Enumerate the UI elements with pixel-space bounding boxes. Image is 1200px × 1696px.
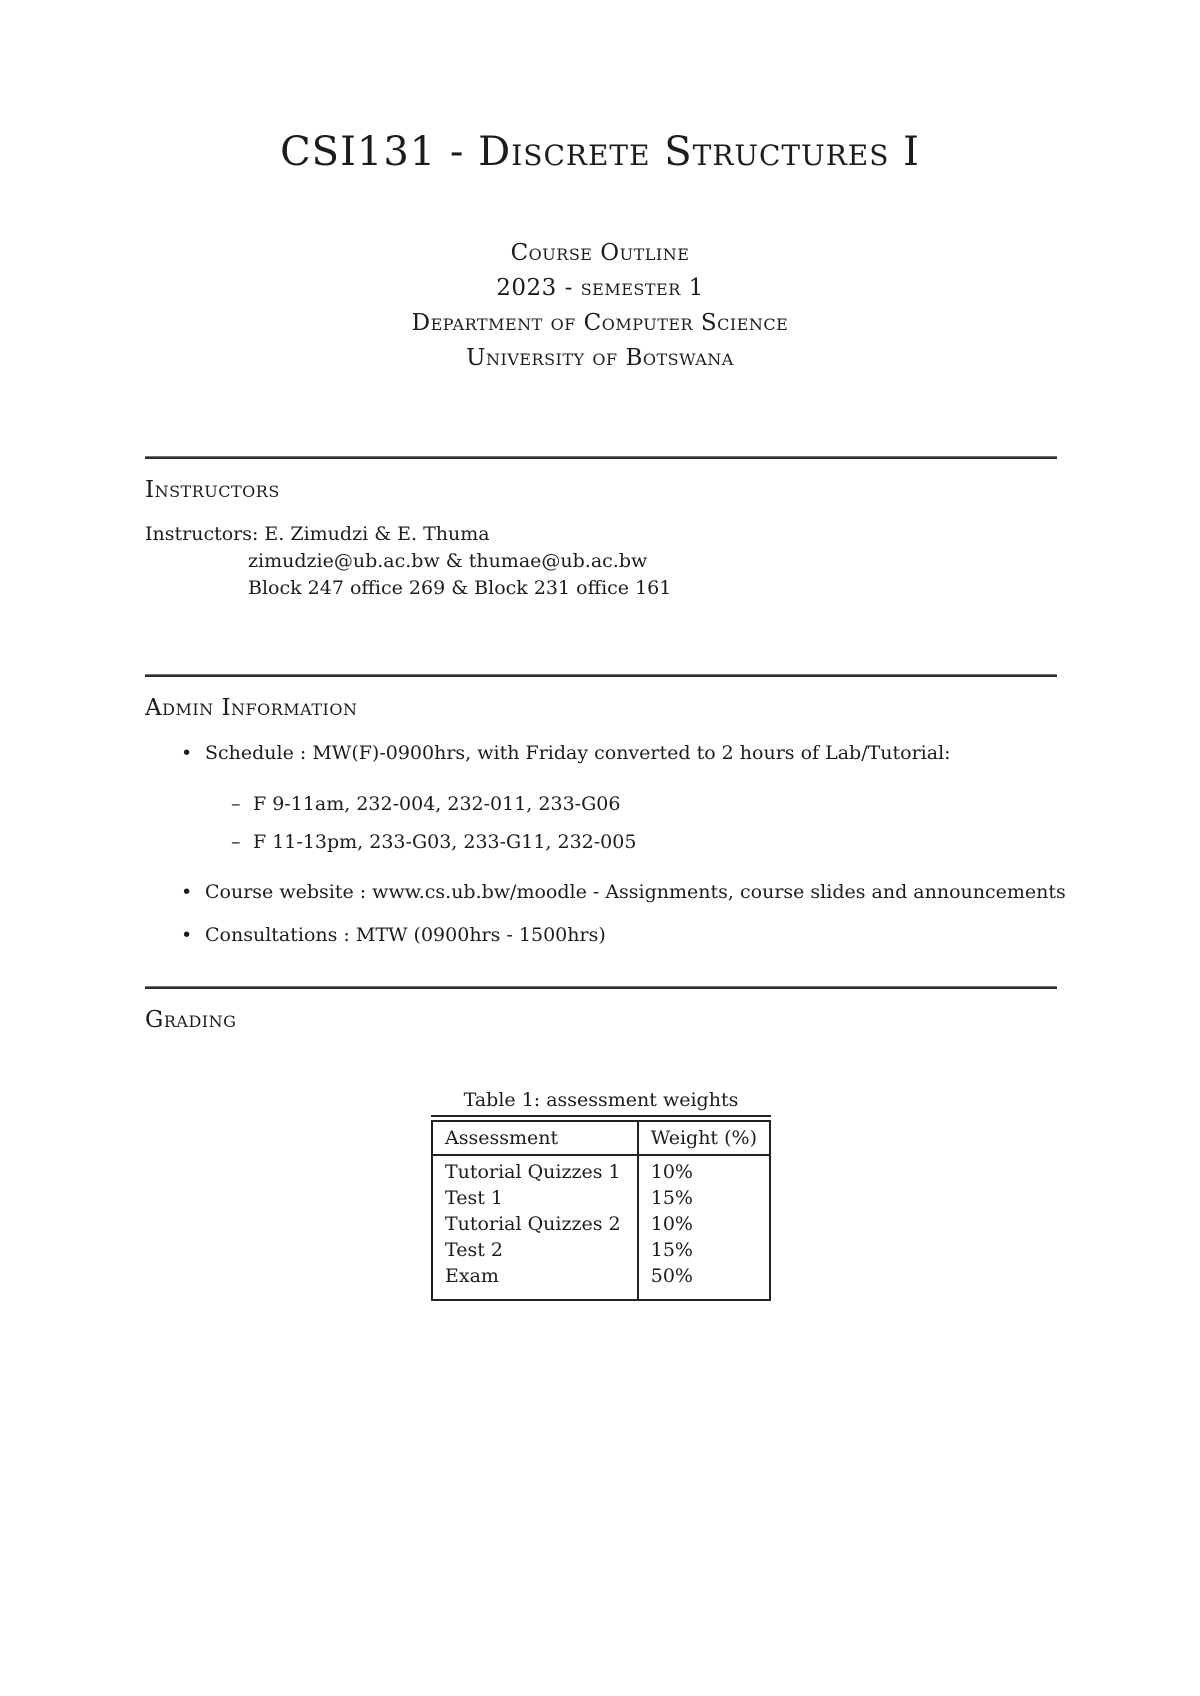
assessment-name: Test 1 <box>445 1187 503 1209</box>
instructors-offices: Block 247 office 269 & Block 231 office 161 <box>248 577 672 599</box>
website-text: Course website : www.cs.ub.bw/moodle - Assignments, course slides and announcements <box>205 881 1066 903</box>
list-item-schedule <box>145 740 1057 767</box>
section-divider <box>145 674 1057 677</box>
assessment-weight: 10% <box>638 1155 770 1185</box>
table-header-row <box>432 1121 770 1155</box>
assessment-weight: 15% <box>638 1237 770 1263</box>
assessment-weight: 15% <box>638 1185 770 1211</box>
section-heading-grading: Grading <box>145 1007 237 1033</box>
assessment-name: Tutorial Quizzes 1 <box>445 1161 621 1183</box>
list-item-lab-slot <box>145 791 1057 818</box>
dash-icon: – <box>231 831 241 853</box>
table-row <box>432 1263 770 1300</box>
bullet-icon: • <box>181 742 193 764</box>
lab-slot-text: F 9-11am, 232-004, 232-011, 233-G06 <box>253 793 621 815</box>
table-top-rule <box>431 1115 771 1117</box>
instructors-names: Instructors: E. Zimudzi & E. Thuma <box>145 523 490 545</box>
dash-icon: – <box>231 793 241 815</box>
admin-list <box>145 740 1066 949</box>
instructors-emails: zimudzie@ub.ac.bw & thumae@ub.ac.bw <box>248 550 648 572</box>
assessment-name: Test 2 <box>445 1239 503 1261</box>
assessment-table-block <box>431 1087 771 1301</box>
subtitle-department: Department of Computer Science <box>411 310 789 336</box>
assessment-name: Exam <box>445 1265 499 1287</box>
list-item-lab-slot <box>145 829 1057 856</box>
assessment-weights-table <box>431 1120 771 1301</box>
section-divider <box>145 456 1057 459</box>
section-divider <box>145 986 1057 989</box>
table-row <box>432 1211 770 1237</box>
schedule-text: Schedule : MW(F)-0900hrs, with Friday converted to 2 hours of Lab/Tutorial: <box>205 742 951 764</box>
section-heading-admin: Admin Information <box>145 695 358 721</box>
table-row <box>432 1155 770 1185</box>
subtitle-block <box>0 236 1200 376</box>
consultations-text: Consultations : MTW (0900hrs - 1500hrs) <box>205 924 606 946</box>
table-row <box>432 1185 770 1211</box>
assessment-name: Tutorial Quizzes 2 <box>445 1213 621 1235</box>
bullet-icon: • <box>181 881 193 903</box>
subtitle-course-outline: Course Outline <box>510 240 690 266</box>
list-item-website <box>145 879 1066 906</box>
column-header-assessment: Assessment <box>432 1121 638 1155</box>
bullet-icon: • <box>181 924 193 946</box>
assessment-weight: 10% <box>638 1211 770 1237</box>
subtitle-semester: 2023 - semester 1 <box>496 275 704 301</box>
subtitle-university: University of Botswana <box>466 345 734 371</box>
page-title: CSI131 - Discrete Structures I <box>280 129 920 175</box>
table-row <box>432 1237 770 1263</box>
table-caption: Table 1: assessment weights <box>463 1089 739 1111</box>
lab-slot-text: F 11-13pm, 233-G03, 233-G11, 232-005 <box>253 831 637 853</box>
schedule-sub-list <box>145 791 1057 856</box>
instructors-block <box>145 521 1057 602</box>
assessment-weight: 50% <box>638 1263 770 1300</box>
column-header-weight: Weight (%) <box>638 1121 770 1155</box>
list-item-consultations <box>145 922 1057 949</box>
section-heading-instructors: Instructors <box>145 477 280 503</box>
